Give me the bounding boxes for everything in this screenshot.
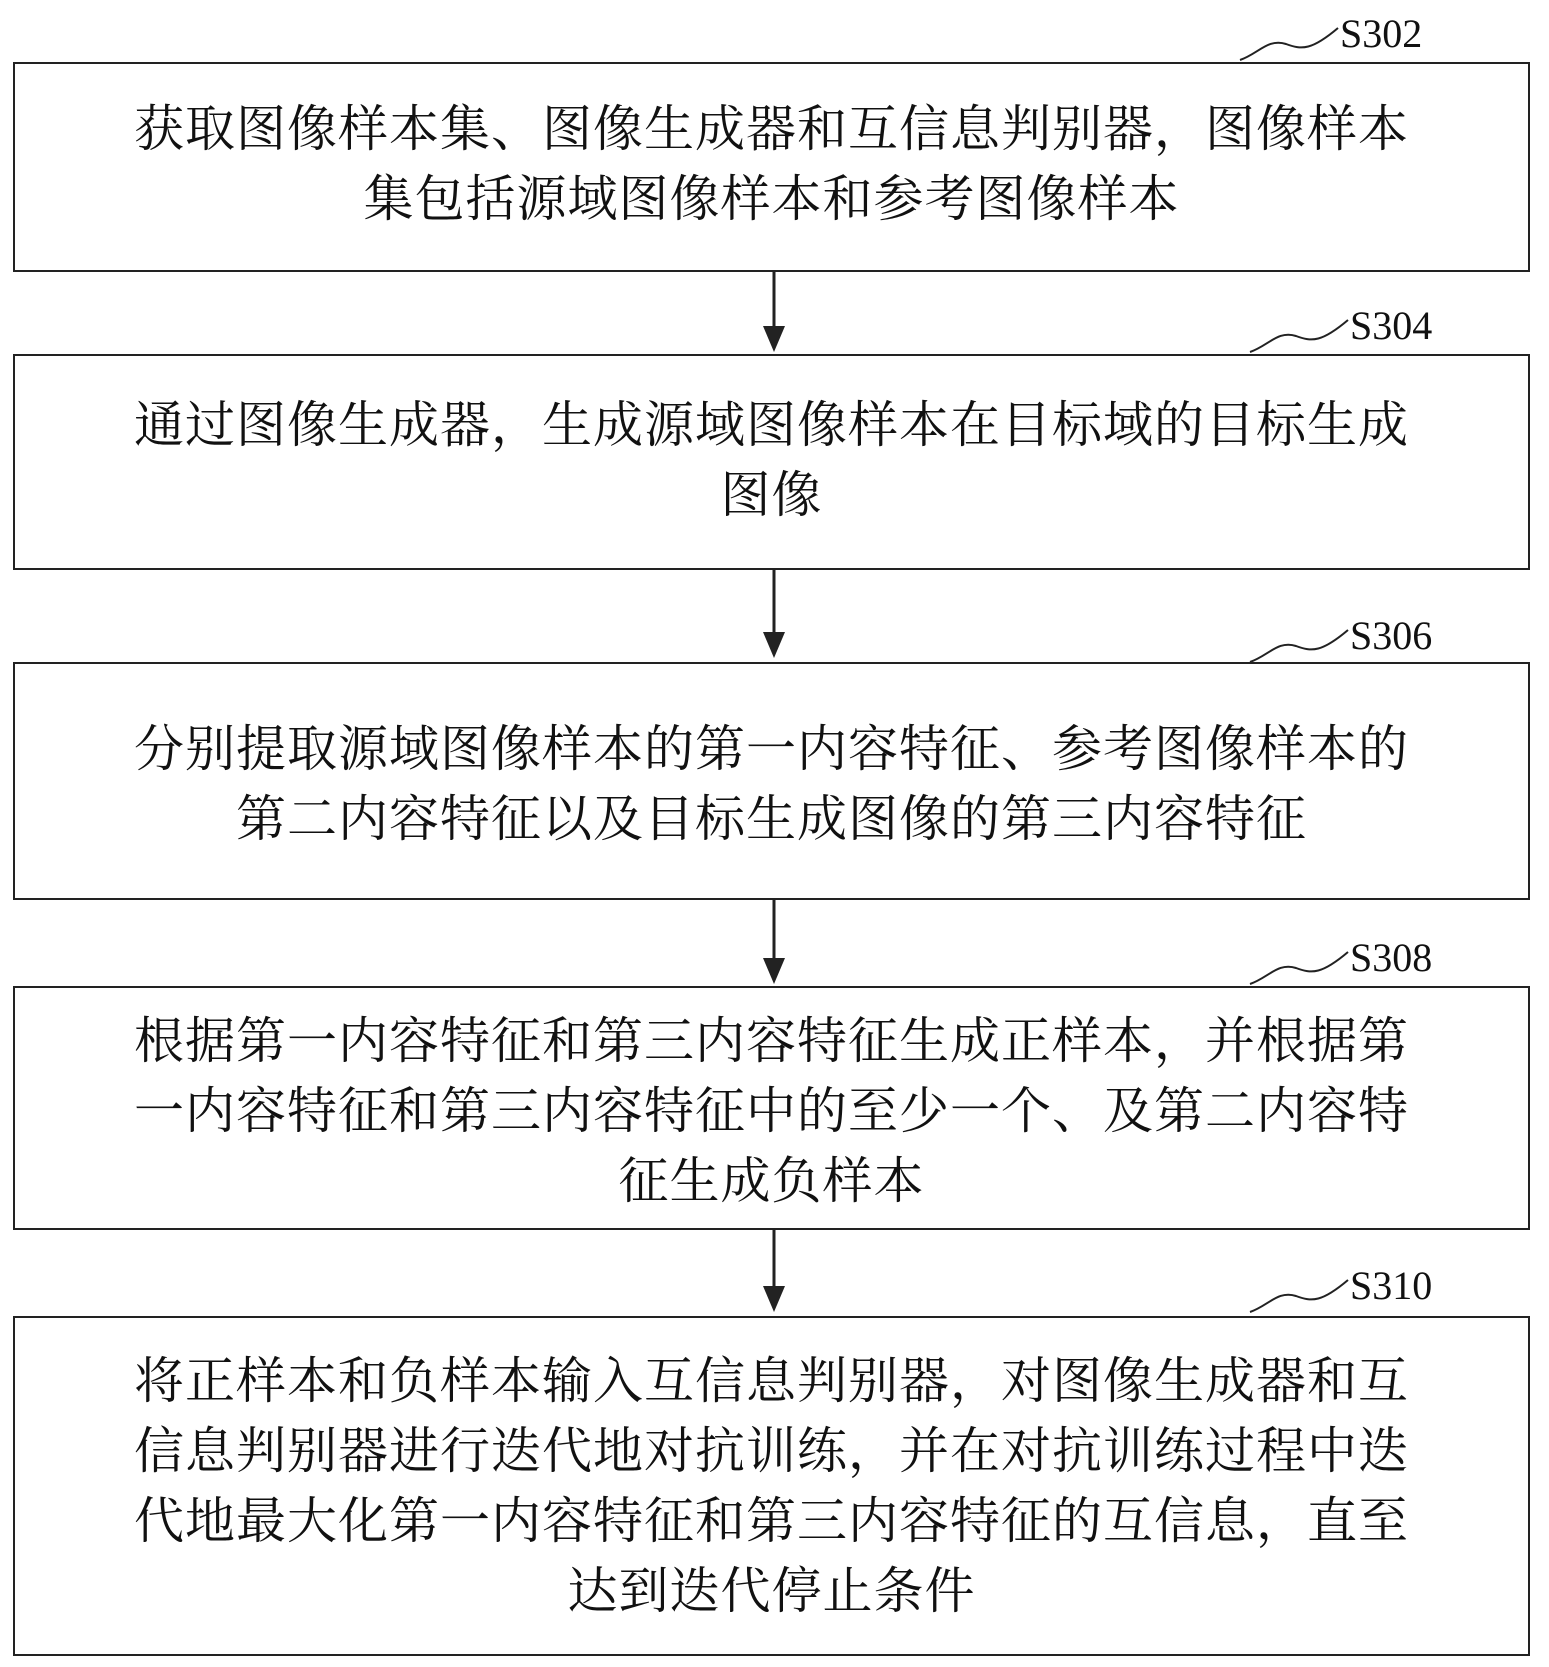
leader-line-s306 [1248, 626, 1358, 666]
step-box-s308 [13, 986, 1530, 1230]
arrow-s306-to-s308 [754, 900, 794, 986]
step-label-s306: S306 [1350, 613, 1433, 658]
step-box-s304 [13, 354, 1530, 570]
step-text-line: 征生成负样本 [618, 1152, 925, 1210]
step-text-s310 [45, 1346, 1498, 1626]
step-text-line: 达到迭代停止条件 [567, 1562, 976, 1620]
step-box-s310 [13, 1316, 1530, 1656]
step-label-s302: S302 [1340, 11, 1423, 56]
leader-line-s310 [1248, 1276, 1358, 1316]
step-text-s302 [45, 94, 1498, 234]
step-label-s304: S304 [1350, 303, 1433, 348]
leader-line-s302 [1238, 24, 1348, 64]
step-label-s308: S308 [1350, 935, 1433, 980]
step-box-s302 [13, 62, 1530, 272]
step-label-s310: S310 [1350, 1263, 1433, 1308]
step-text-line: 根据第一内容特征和第三内容特征生成正样本，并根据第 [134, 1012, 1409, 1070]
step-text-line: 将正样本和负样本输入互信息判别器，对图像生成器和互 [134, 1352, 1409, 1410]
step-text-line: 通过图像生成器，生成源域图像样本在目标域的目标生成 [134, 396, 1409, 454]
step-text-line: 图像 [720, 466, 823, 524]
step-text-line: 代地最大化第一内容特征和第三内容特征的互信息，直至 [134, 1492, 1409, 1550]
step-text-line: 一内容特征和第三内容特征中的至少一个、及第二内容特 [134, 1082, 1409, 1140]
arrow-s302-to-s304 [754, 272, 794, 354]
step-box-s306 [13, 662, 1530, 900]
arrow-s308-to-s310 [754, 1230, 794, 1314]
step-text-line: 集包括源域图像样本和参考图像样本 [363, 170, 1180, 228]
step-text-s304 [45, 390, 1498, 530]
step-text-line: 分别提取源域图像样本的第一内容特征、参考图像样本的 [134, 720, 1409, 778]
step-text-s306 [45, 714, 1498, 854]
step-text-line: 获取图像样本集、图像生成器和互信息判别器，图像样本 [134, 100, 1409, 158]
step-text-line: 第二内容特征以及目标生成图像的第三内容特征 [236, 790, 1307, 848]
leader-line-s304 [1248, 316, 1358, 356]
leader-line-s308 [1248, 948, 1358, 988]
step-text-s308 [45, 1006, 1498, 1216]
arrow-s304-to-s306 [754, 570, 794, 660]
step-text-line: 信息判别器进行迭代地对抗训练，并在对抗训练过程中迭 [134, 1422, 1409, 1480]
